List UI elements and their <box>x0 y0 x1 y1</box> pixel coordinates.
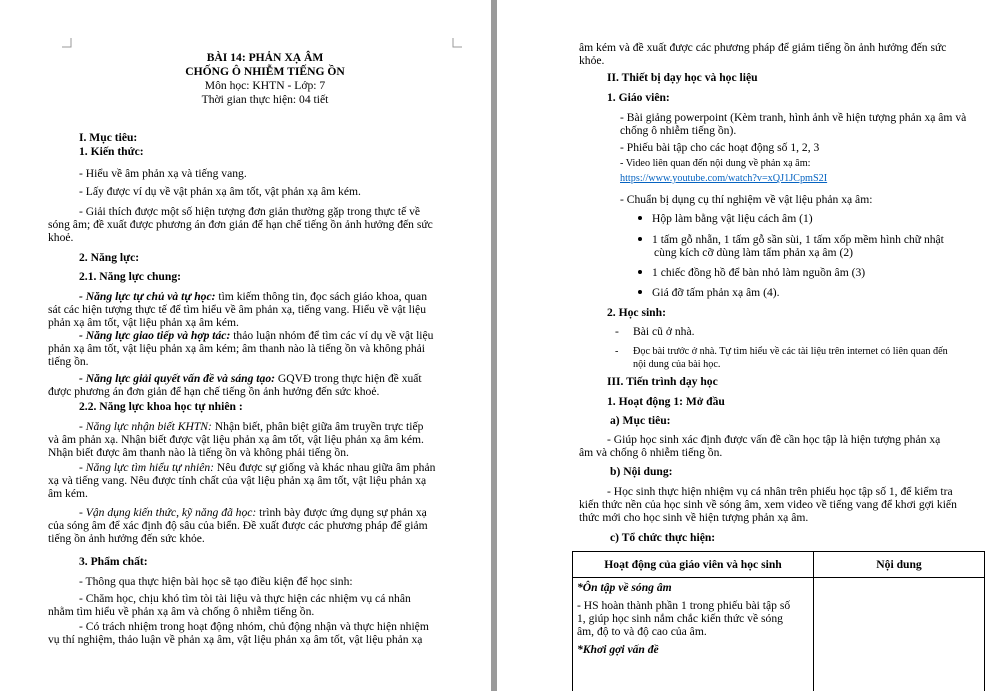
document-page-right <box>497 0 1006 691</box>
competence-item-cont: xạ và tiếng vang. Nêu được tính chất của vật liệu phản xạ âm tốt, vật liệu phản xạ <box>48 474 427 487</box>
content-text-cont: kiến thức nền của học sinh về sóng âm, xem video về tiếng vang để khơi gợi kiến <box>579 498 957 511</box>
competence-item-cont: sát các hiện tượng thực tế để tìm hiểu về âm phản xạ, tiếng vang. Hiểu về vật liệu <box>48 303 426 316</box>
heading-process: III. Tiến trình dạy học <box>607 375 718 388</box>
equipment-list-item: 1 tấm gỗ nhẵn, 1 tấm gỗ sần sùi, 1 tấm xốp mềm hình chữ nhật <box>638 233 944 246</box>
knowledge-item: - Hiểu về âm phản xạ và tiếng vang. <box>79 167 247 180</box>
subject-line: Môn học: KHTN - Lớp: 7 <box>204 79 326 92</box>
equipment-list-item: 1 chiếc đồng hồ để bàn nhỏ làm nguồn âm (3) <box>638 266 865 279</box>
page-corner-mark <box>62 38 72 48</box>
competence-item: - Năng lực giao tiếp và hợp tác: thảo luận nhóm để tìm các ví dụ về vật liệu <box>79 329 434 342</box>
heading-science-competence: 2.2. Năng lực khoa học tự nhiên : <box>79 400 243 413</box>
competence-item-cont: Nhận biết được âm thanh nào là tiếng ồn và không phải tiếng ồn. <box>48 446 349 459</box>
competence-item: - Năng lực giải quyết vấn đề và sáng tạo: GQVĐ trong thực hiện đề xuất <box>79 372 422 385</box>
table-header-content: Nội dung <box>814 552 985 578</box>
equipment-list-item-cont: cùng kích cỡ dùng làm tấm phản xạ âm (2) <box>654 246 853 259</box>
equipment-list-item: Giá đỡ tấm phản xạ âm (4). <box>638 286 780 299</box>
knowledge-item-cont: khoẻ. <box>48 231 74 244</box>
competence-item-cont: tiếng ồn. <box>48 355 89 368</box>
table-cell-text: âm, độ to và độ cao của âm. <box>577 625 707 638</box>
lesson-subtitle: CHỐNG Ô NHIỄM TIẾNG ỒN <box>185 65 345 78</box>
continued-text: âm kém và đề xuất được các phương pháp để giảm tiếng ồn ảnh hưởng đến sức <box>579 41 947 54</box>
content-text: - Học sinh thực hiện nhiệm vụ cá nhân trên phiếu học tập số 1, để kiểm tra <box>607 485 953 498</box>
page-corner-mark <box>452 38 462 48</box>
duration-line: Thời gian thực hiện: 04 tiết <box>201 93 329 106</box>
bullet-icon <box>638 270 642 274</box>
bullet-icon <box>638 216 642 220</box>
bullet-icon <box>638 237 642 241</box>
video-link[interactable]: https://www.youtube.com/watch?v=xQJ1JCpmS2I <box>620 173 828 184</box>
heading-objective-a: a) Mục tiêu: <box>610 414 671 427</box>
table-header-row <box>573 552 985 578</box>
heading-activity-1: 1. Hoạt động 1: Mở đầu <box>607 395 725 408</box>
student-item: - Đọc bài trước ở nhà. Tự tìm hiểu về các tài liệu trên internet có liên quan đến <box>615 346 948 357</box>
competence-item-cont: phản xạ âm tốt, vật liệu phản xạ âm kém; âm thanh nào là tiếng ồn và không phải <box>48 342 426 355</box>
table-cell-heading: *Khơi gợi vấn đề <box>577 643 659 656</box>
lesson-title: BÀI 14: PHẢN XẠ ÂM <box>206 51 324 64</box>
continued-text: khỏe. <box>579 54 605 67</box>
competence-item: - Vận dụng kiến thức, kỹ năng đã học: trình bày được ứng dụng sự phản xạ <box>79 506 427 519</box>
competence-item-cont: được phương án đơn giản để hạn chế tiếng ồn ảnh hưởng đến sức khoẻ. <box>48 385 380 398</box>
quality-item-cont: nhằm tìm hiểu về phản xạ âm và chống ô nhiễm tiếng ồn. <box>48 605 315 618</box>
table-cell-heading: *Ôn tập về sóng âm <box>577 581 672 594</box>
teacher-item-cont: chống ô nhiễm tiếng ồn). <box>620 124 737 137</box>
content-text-cont: thức mới cho học sinh về hiện tượng phản xạ âm. <box>579 511 809 524</box>
heading-competence: 2. Năng lực: <box>79 251 140 264</box>
heading-general-competence: 2.1. Năng lực chung: <box>79 270 181 283</box>
objective-text: - Giúp học sinh xác định được vấn đề cần học tập là hiện tượng phản xạ <box>607 433 941 446</box>
competence-item: - Năng lực nhận biết KHTN: Nhận biết, phân biệt giữa âm truyền trực tiếp <box>79 420 424 433</box>
heading-teacher: 1. Giáo viên: <box>607 91 670 104</box>
document-page-left <box>0 0 491 691</box>
table-cell-text: - HS hoàn thành phần 1 trong phiếu bài tập số <box>577 599 791 612</box>
competence-item-cont: và âm phản xạ. Nhận biết được vật liệu phản xạ âm tốt, vật liệu phản xạ âm kém. <box>48 433 424 446</box>
knowledge-item: - Lấy được ví dụ về vật phản xạ âm tốt, vật phản xạ âm kém. <box>79 185 361 198</box>
competence-item-cont: tiếng ồn ảnh hưởng đến sức khỏe. <box>48 532 205 545</box>
heading-equipment: II. Thiết bị dạy học và học liệu <box>607 71 758 84</box>
knowledge-item-cont: sóng âm; đề xuất được phương án đơn giản để hạn chế tiếng ồn ảnh hưởng đến sức <box>48 218 433 231</box>
quality-item-cont: vụ thí nghiệm, thảo luận về phản xạ âm, vật liệu phản xạ âm tốt, vật liệu phản xạ <box>48 633 423 646</box>
heading-knowledge: 1. Kiến thức: <box>79 145 144 158</box>
table-row <box>573 578 985 691</box>
teacher-item: - Chuẩn bị dụng cụ thí nghiệm về vật liệu phản xạ âm: <box>620 193 873 206</box>
teacher-item: - Bài giảng powerpoint (Kèm tranh, hình ảnh về hiện tượng phản xạ âm và <box>620 111 967 124</box>
competence-item-cont: âm kém. <box>48 487 88 500</box>
student-item: - Bài cũ ở nhà. <box>615 325 695 338</box>
competence-item-cont: của sóng âm để xác định độ sâu của biển. Đề xuất được các phương pháp để giảm <box>48 519 428 532</box>
teacher-item: - Video liên quan đến nội dung về phản xạ âm: <box>620 158 811 169</box>
table-cell-content <box>814 578 985 691</box>
quality-item: - Thông qua thực hiện bài học sẽ tạo điều kiện để học sinh: <box>79 575 353 588</box>
table-cell-activity <box>573 578 814 691</box>
activity-table <box>572 551 985 691</box>
heading-content-b: b) Nội dung: <box>610 465 673 478</box>
heading-students: 2. Học sinh: <box>607 306 666 319</box>
heading-objectives: I. Mục tiêu: <box>79 131 138 144</box>
objective-text-cont: âm và chống ô nhiễm tiếng ồn. <box>579 446 723 459</box>
student-item-cont: nội dung của bài học. <box>633 359 721 370</box>
bullet-icon <box>638 290 642 294</box>
table-cell-text: 1, giúp học sinh nắm chắc kiến thức về sóng <box>577 612 783 625</box>
knowledge-item: - Giải thích được một số hiện tượng đơn giản thường gặp trong thực tế về <box>79 205 421 218</box>
quality-item: - Có trách nhiệm trong hoạt động nhóm, chủ động nhận và thực hiện nhiệm <box>79 620 429 633</box>
competence-item-cont: phản xạ âm tốt, vật liệu phản xạ âm kém. <box>48 316 239 329</box>
competence-item: - Năng lực tự chủ và tự học: tìm kiếm thông tin, đọc sách giáo khoa, quan <box>79 290 427 303</box>
table-header-activity: Hoạt động của giáo viên và học sinh <box>573 552 814 578</box>
competence-item: - Năng lực tìm hiểu tự nhiên: Nêu được sự giống và khác nhau giữa âm phản <box>79 461 436 474</box>
heading-qualities: 3. Phẩm chất: <box>79 555 148 568</box>
equipment-list-item: Hộp làm bằng vật liệu cách âm (1) <box>638 212 813 225</box>
quality-item: - Chăm học, chịu khó tìm tòi tài liệu và thực hiện các nhiệm vụ cá nhân <box>79 592 411 605</box>
teacher-item: - Phiếu bài tập cho các hoạt động số 1, 2, 3 <box>620 141 820 154</box>
heading-organization-c: c) Tổ chức thực hiện: <box>610 531 716 544</box>
